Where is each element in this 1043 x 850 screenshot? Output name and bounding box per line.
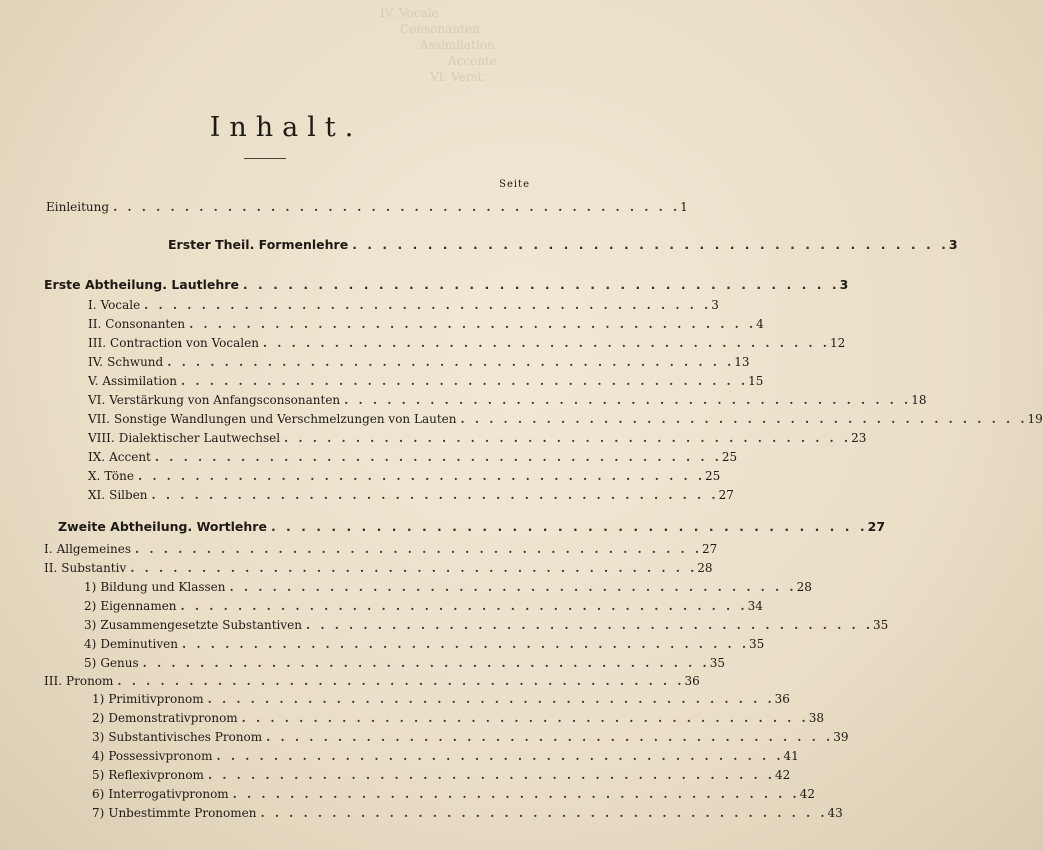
toc-entry	[88, 448, 738, 466]
toc-entry-label	[88, 429, 284, 447]
toc-entry-label	[168, 236, 352, 254]
dot-leader: . . . . . . . . . . . . . . . . . . . . . . . . . . . . . . . . . . . . . . . .	[242, 277, 840, 292]
page-column-label: Seite	[499, 179, 530, 190]
toc-entry-title: Substantiv	[61, 561, 127, 575]
toc-entry-label	[88, 467, 138, 485]
toc-entry-page: 35	[873, 618, 889, 632]
dot-leader: . . . . . . . . . . . . . . . . . . . . . . . . . . . . . . . . . . . . . . . .	[142, 656, 710, 670]
toc-entry-number: 3)	[84, 618, 97, 632]
toc-entry-label	[88, 486, 152, 504]
show-through-line: Accente	[448, 54, 497, 68]
toc-entry-page: 41	[783, 749, 799, 763]
toc-entry-label	[84, 597, 181, 615]
show-through-line: VI. Verst.	[430, 70, 487, 84]
toc-entry-page: 42	[774, 768, 791, 782]
dot-leader: . . . . . . . . . . . . . . . . . . . . . . . . . . . . . . . . . . . . . . . .	[135, 542, 703, 556]
toc-entry-number: XI.	[88, 488, 106, 502]
toc-entry	[88, 467, 721, 485]
toc-entry-label	[92, 709, 242, 727]
toc-entry	[88, 429, 867, 447]
dot-leader: . . . . . . . . . . . . . . . . . . . . . . . . . . . . . . . . . . . . . . . .	[216, 749, 784, 763]
toc-entry-page: 43	[827, 806, 843, 820]
dot-leader: . . . . . . . . . . . . . . . . . . . . . . . . . . . . . . . . . . . . . . . .	[241, 711, 809, 725]
toc-entry	[84, 597, 763, 615]
toc-entry-label	[92, 747, 216, 765]
toc-entry-title: Demonstrativpronom	[108, 711, 238, 725]
toc-entry-title: Primitivpronom	[108, 692, 204, 706]
toc-entry-page: 38	[808, 711, 824, 725]
toc-entry-title: Assimilation	[102, 374, 178, 388]
toc-entry-number: 2)	[92, 711, 105, 725]
toc-entry-title: Bildung und Klassen	[100, 580, 226, 594]
dot-leader: . . . . . . . . . . . . . . . . . . . . . . . . . . . . . . . . . . . . . . . .	[207, 692, 775, 706]
toc-entry	[88, 296, 719, 314]
toc-entry-page: 36	[684, 674, 700, 688]
toc-entry	[168, 236, 958, 254]
toc-entry-label	[58, 518, 271, 536]
dot-leader: . . . . . . . . . . . . . . . . . . . . . . . . . . . . . . . . . . . . . . . .	[189, 317, 757, 331]
dot-leader: . . . . . . . . . . . . . . . . . . . . . . . . . . . . . . . . . . . . . . . .	[167, 355, 735, 369]
dot-leader: . . . . . . . . . . . . . . . . . . . . . . . . . . . . . . . . . . . . . . . .	[284, 431, 852, 445]
dot-leader: . . . . . . . . . . . . . . . . . . . . . . . . . . . . . . . . . . . . . . . .	[130, 561, 698, 575]
toc-entry-page: 42	[799, 787, 815, 801]
show-through-line: IV. Vocale	[380, 6, 439, 20]
toc-entry-number: 2)	[84, 599, 97, 613]
toc-entry-page: 3	[948, 237, 958, 252]
dot-leader: . . . . . . . . . . . . . . . . . . . . . . . . . . . . . . . . . . . . . . . .	[352, 237, 949, 252]
toc-entry-label	[84, 616, 306, 634]
toc-entry-page: 4	[756, 317, 764, 331]
toc-entry-number: VII.	[88, 412, 110, 426]
toc-entry-page: 36	[774, 692, 790, 706]
toc-entry-page: 34	[747, 599, 763, 613]
toc-entry-title: Possessivpronom	[108, 749, 213, 763]
toc-entry-label	[92, 728, 266, 746]
toc-entry-page: 18	[911, 393, 927, 407]
show-through-line: Consonanten	[400, 22, 480, 36]
toc-entry-title: Töne	[104, 469, 134, 483]
toc-entry-number: III.	[44, 674, 63, 688]
toc-entry-label	[88, 410, 460, 428]
toc-entry-label	[92, 690, 208, 708]
toc-entry-title: Allgemeines	[56, 542, 131, 556]
toc-entry-number: I.	[44, 542, 53, 556]
dot-leader: . . . . . . . . . . . . . . . . . . . . . . . . . . . . . . . . . . . . . . . .	[151, 488, 719, 502]
toc-entry	[44, 540, 718, 558]
toc-entry-page: 27	[718, 488, 734, 502]
toc-entry-number: IX.	[88, 450, 106, 464]
toc-entry-title: Substantivisches Pronom	[108, 730, 263, 744]
toc-entry-number: IV.	[88, 355, 104, 369]
toc-entry-title: Consonanten	[105, 317, 186, 331]
toc-entry-label	[88, 296, 144, 314]
toc-entry-number: 3)	[92, 730, 105, 744]
toc-entry-page: 15	[748, 374, 764, 388]
toc-entry-number: I.	[88, 298, 97, 312]
toc-entry-page: 39	[833, 730, 849, 744]
toc-entry-title: Genus	[100, 656, 139, 670]
toc-entry-label	[46, 198, 113, 216]
toc-entry	[92, 690, 790, 708]
toc-entry-title: Eigennamen	[100, 599, 177, 613]
toc-entry-page: 1	[680, 200, 688, 214]
toc-entry	[88, 410, 1043, 428]
dot-leader: . . . . . . . . . . . . . . . . . . . . . . . . . . . . . . . . . . . . . . . .	[181, 374, 749, 388]
dot-leader: . . . . . . . . . . . . . . . . . . . . . . . . . . . . . . . . . . . . . . . .	[182, 637, 750, 651]
toc-entry-number: V.	[88, 374, 99, 388]
dot-leader: . . . . . . . . . . . . . . . . . . . . . . . . . . . . . . . . . . . . . . . .	[266, 730, 834, 744]
dot-leader: . . . . . . . . . . . . . . . . . . . . . . . . . . . . . . . . . . . . . . . .	[232, 787, 800, 801]
toc-entry	[84, 578, 812, 596]
toc-entry-number: 4)	[92, 749, 105, 763]
toc-entry	[84, 616, 889, 634]
toc-entry	[44, 672, 700, 690]
toc-entry-title: Interrogativpronom	[108, 787, 229, 801]
toc-entry-title: Silben	[109, 488, 148, 502]
toc-entry-number: 7)	[92, 806, 105, 820]
show-through-line: Assimilation	[420, 38, 495, 52]
toc-entry-title: Schwund	[107, 355, 164, 369]
toc-entry-number: II.	[44, 561, 58, 575]
toc-entry	[84, 654, 725, 672]
dot-leader: . . . . . . . . . . . . . . . . . . . . . . . . . . . . . . . . . . . . . . . .	[344, 393, 912, 407]
toc-entry	[88, 486, 734, 504]
toc-entry-number: II.	[88, 317, 102, 331]
toc-entry	[88, 391, 927, 409]
toc-entry	[44, 276, 849, 294]
dot-leader: . . . . . . . . . . . . . . . . . . . . . . . . . . . . . . . . . . . . . . . .	[229, 580, 797, 594]
toc-entry	[46, 198, 688, 216]
toc-entry-page: 28	[697, 561, 713, 575]
toc-entry-label	[88, 372, 181, 390]
toc-entry-title: Contraction von Vocalen	[110, 336, 259, 350]
toc-entry	[58, 518, 886, 536]
toc-entry-page: 23	[851, 431, 867, 445]
toc-entry-title: Verstärkung von Anfangsconsonanten	[109, 393, 341, 407]
toc-entry-label	[92, 785, 233, 803]
dot-leader: . . . . . . . . . . . . . . . . . . . . . . . . . . . . . . . . . . . . . . . .	[262, 336, 830, 350]
dot-leader: . . . . . . . . . . . . . . . . . . . . . . . . . . . . . . . . . . . . . . . .	[460, 412, 1028, 426]
toc-entry-number: 5)	[92, 768, 105, 782]
toc-entry-title: Zusammengesetzte Substantiven	[100, 618, 302, 632]
toc-entry	[92, 747, 799, 765]
toc-entry	[88, 315, 764, 333]
dot-leader: . . . . . . . . . . . . . . . . . . . . . . . . . . . . . . . . . . . . . . . .	[144, 298, 712, 312]
toc-entry	[88, 334, 846, 352]
toc-entry-title: Reflexivpronom	[108, 768, 204, 782]
toc-entry-page: 3	[711, 298, 719, 312]
toc-entry	[92, 785, 815, 803]
toc-entry-page: 19	[1027, 412, 1043, 426]
toc-entry-label	[88, 391, 344, 409]
toc-entry-page: 35	[709, 656, 725, 670]
toc-entry-number: 1)	[84, 580, 97, 594]
toc-entry	[84, 635, 765, 653]
toc-entry-title: Accent	[109, 450, 151, 464]
toc-entry-title: Erste Abtheilung. Lautlehre	[44, 277, 239, 292]
dot-leader: . . . . . . . . . . . . . . . . . . . . . . . . . . . . . . . . . . . . . . . .	[260, 806, 828, 820]
toc-entry	[92, 766, 791, 784]
toc-entry-label	[88, 315, 189, 333]
toc-entry-page: 25	[705, 469, 721, 483]
toc-entry-label	[92, 804, 260, 822]
toc-entry-number: X.	[88, 469, 101, 483]
toc-entry-page: 28	[796, 580, 812, 594]
dot-leader: . . . . . . . . . . . . . . . . . . . . . . . . . . . . . . . . . . . . . . . .	[113, 200, 681, 214]
toc-entry-title: Pronom	[66, 674, 114, 688]
toc-entry-number: VIII.	[88, 431, 115, 445]
dot-leader: . . . . . . . . . . . . . . . . . . . . . . . . . . . . . . . . . . . . . . . .	[270, 519, 868, 534]
toc-entry	[92, 709, 824, 727]
toc-entry-page: 13	[734, 355, 750, 369]
toc-entry	[44, 559, 713, 577]
dot-leader: . . . . . . . . . . . . . . . . . . . . . . . . . . . . . . . . . . . . . . . .	[117, 674, 685, 688]
dot-leader: . . . . . . . . . . . . . . . . . . . . . . . . . . . . . . . . . . . . . . . .	[154, 450, 722, 464]
toc-entry	[92, 804, 843, 822]
toc-entry-page: 25	[721, 450, 738, 464]
toc-entry-title: Zweite Abtheilung. Wortlehre	[58, 519, 267, 534]
toc-entry-label	[88, 353, 167, 371]
toc-entry-page: 3	[839, 277, 849, 292]
toc-entry-label	[44, 276, 243, 294]
toc-entry-page: 27	[867, 519, 886, 534]
toc-entry-number: 4)	[84, 637, 97, 651]
toc-entry-title: Vocale	[100, 298, 141, 312]
toc-entry	[88, 372, 764, 390]
toc-entry-label	[44, 559, 130, 577]
toc-entry-number: 5)	[84, 656, 97, 670]
toc-entry-title: Dialektischer Lautwechsel	[118, 431, 281, 445]
toc-entry-number: 6)	[92, 787, 105, 801]
toc-entry-title: Unbestimmte Pronomen	[108, 806, 257, 820]
toc-entry-page: 35	[749, 637, 765, 651]
toc-entry-page: 27	[702, 542, 718, 556]
toc-entry-title: Einleitung	[46, 200, 110, 214]
title-rule	[244, 158, 286, 159]
dot-leader: . . . . . . . . . . . . . . . . . . . . . . . . . . . . . . . . . . . . . . . .	[207, 768, 775, 782]
toc-entry-label	[92, 766, 208, 784]
dot-leader: . . . . . . . . . . . . . . . . . . . . . . . . . . . . . . . . . . . . . . . .	[137, 469, 706, 483]
dot-leader: . . . . . . . . . . . . . . . . . . . . . . . . . . . . . . . . . . . . . . . .	[180, 599, 748, 613]
toc-entry-label	[88, 334, 263, 352]
toc-entry-title: Sonstige Wandlungen und Verschmelzungen von Lauten	[113, 412, 457, 426]
toc-entry-number: VI.	[88, 393, 106, 407]
toc-entry-title: Erster Theil. Formenlehre	[168, 237, 349, 252]
toc-entry	[88, 353, 750, 371]
toc-entry-label	[88, 448, 155, 466]
toc-entry	[92, 728, 849, 746]
toc-entry-page: 12	[829, 336, 846, 350]
toc-entry-label	[84, 578, 230, 596]
toc-entry-number: III.	[88, 336, 107, 350]
toc-entry-label	[44, 672, 117, 690]
toc-entry-label	[44, 540, 135, 558]
dot-leader: . . . . . . . . . . . . . . . . . . . . . . . . . . . . . . . . . . . . . . . .	[305, 618, 874, 632]
toc-entry-label	[84, 654, 143, 672]
toc-entry-label	[84, 635, 182, 653]
toc-entry-title: Deminutiven	[100, 637, 178, 651]
page-title: Inhalt.	[209, 112, 363, 143]
toc-entry-number: 1)	[92, 692, 105, 706]
